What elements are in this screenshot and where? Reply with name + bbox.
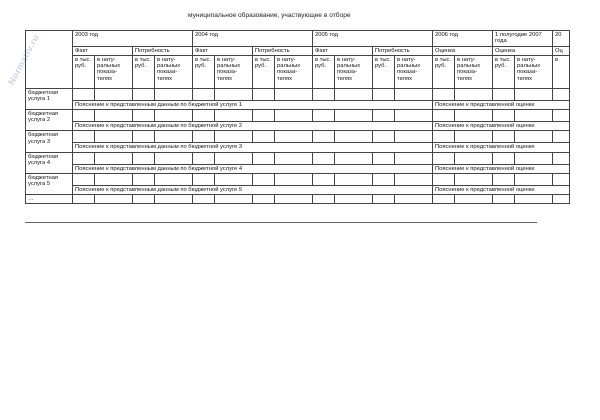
estimate-header: Оценка [493,46,553,55]
estimate-note: Пояснение к представленной оценке [433,164,570,173]
unit-partial-header: в [553,55,570,88]
service-note: Пояснение к представленным данным по бюджетной услуге 4 [73,164,433,173]
ellipsis-row-label: … [26,195,73,204]
year-partial-header: 20 [553,31,570,47]
unit-natural-header: в нату-ральных показа-телях [455,55,493,88]
unit-natural-header: в нату-ральных показа-телях [515,55,553,88]
service-row-label: бюджетная услуга 1 [26,88,73,109]
service-row-label: бюджетная услуга 2 [26,110,73,131]
empty-corner-cell [26,31,73,89]
unit-money-header: в тыс. руб. [73,55,95,88]
unit-natural-header: в нату-ральных показа-телях [395,55,433,88]
service-row-label: бюджетная услуга 4 [26,152,73,173]
fact-header: Факт [193,46,253,55]
estimate-note: Пояснение к представленной оценке [433,185,570,194]
document-title: муниципальное образование, участвующее в отборе [188,12,351,19]
half-2007-header: 1 полугодие 2007 года [493,31,553,47]
unit-money-header: в тыс. руб. [253,55,275,88]
service-note: Пояснение к представленным данным по бюджетной услуге 5 [73,185,433,194]
year-2003-header: 2003 год [73,31,193,47]
unit-money-header: в тыс. руб. [433,55,455,88]
service-note: Пояснение к представленным данным по бюджетной услуге 3 [73,143,433,152]
service-row-label: бюджетная услуга 5 [26,173,73,194]
year-2005-header: 2005 год [313,31,433,47]
fact-header: Факт [73,46,133,55]
unit-money-header: в тыс. руб. [193,55,215,88]
estimate-partial-header: Оц [553,46,570,55]
unit-money-header: в тыс. руб. [373,55,395,88]
unit-money-header: в тыс. руб. [133,55,155,88]
unit-natural-header: в нату-ральных показа-телях [95,55,133,88]
unit-natural-header: в нату-ральных показа-телях [215,55,253,88]
need-header: Потребность [133,46,193,55]
unit-natural-header: в нату-ральных показа-телях [335,55,373,88]
bottom-rule [25,222,537,223]
service-note: Пояснение к представленным данным по бюджетной услуге 2 [73,122,433,131]
need-header: Потребность [373,46,433,55]
unit-natural-header: в нату-ральных показа-телях [155,55,193,88]
watermark: Normativ.ru [6,32,41,87]
unit-natural-header: в нату-ральных показа-телях [275,55,313,88]
service-note: Пояснение к представленным данным по бюджетной услуге 1 [73,100,433,109]
year-2006-header: 2006 год [433,31,493,47]
estimate-note: Пояснение к представленной оценке [433,100,570,109]
budget-services-table [25,30,570,204]
estimate-header: Оценка [433,46,493,55]
unit-money-header: в тыс. руб. [493,55,515,88]
estimate-note: Пояснение к представленной оценке [433,122,570,131]
service-row-label: бюджетная услуга 3 [26,131,73,152]
year-2004-header: 2004 год [193,31,313,47]
unit-money-header: в тыс. руб. [313,55,335,88]
need-header: Потребность [253,46,313,55]
fact-header: Факт [313,46,373,55]
estimate-note: Пояснение к представленной оценке [433,143,570,152]
